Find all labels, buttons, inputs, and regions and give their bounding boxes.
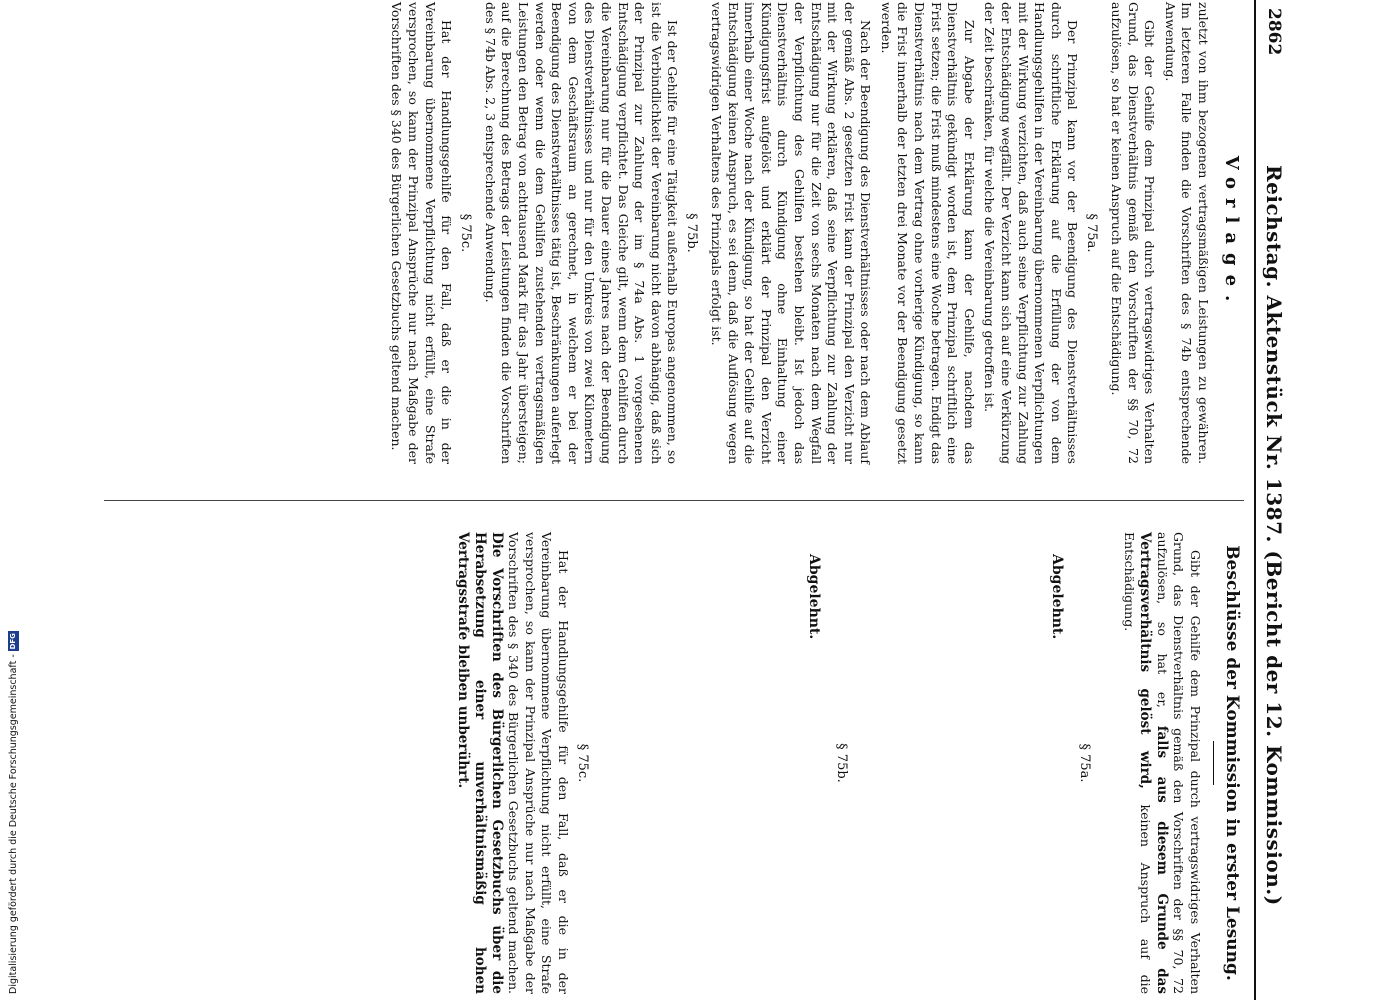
rotated-document-page (60, 0, 1300, 1000)
paragraph: Hat der Handlungsgehilfe für den Fall, daß er die in der Vereinbarung übernommene Verpflichtung nicht erfüllt, eine Strafe versprochen, so kann der Prinzipal Ansprüche nur nach Maßgabe der Vorschriften des § 340 des Bürgerlichen Gesetzbuchs geltend machen. Die Vorschriften des Bürgerlichen Gesetzbuchs über die Herabsetzung einer unverhältnismäßig hohen Vertragsstrafe bleiben unberührt. (455, 532, 572, 994)
amendment-bold-text: falls aus diesem Grunde das Vertragsverhältnis gelöst wird, (1137, 532, 1170, 994)
header-rule (1254, 0, 1256, 1000)
amendment-bold-text: Die Vorschriften des Bürgerlichen Gesetzbuchs über die Herabsetzung einer unverhältnismäßig hohen Vertragsstrafe bleiben unberührt. (455, 532, 505, 994)
paragraph: Gibt der Gehilfe dem Prinzipal durch vertragswidriges Verhalten Grund, das Dienstverhältnis gemäß den Vorschriften der §§ 70, 72 aufzulösen, so hat er keinen Anspruch auf die Entschädigung. (1109, 2, 1158, 464)
paragraph: Zur Abgabe der Erklärung kann der Gehilfe, nachdem das Dienstverhältnis gekündigt worden ist, dem Prinzipal schriftlich eine Frist setzen; die Frist muß mindestens eine Woche betragen. Endigt das Dienstverhältnis nach dem Vertrag ohne vorherige Kündigung, so kann die Frist innerhalb der letzten drei Monate vor der Beendigung gesetzt werden. (878, 2, 977, 464)
right-column-title: Beschlüsse der Kommission in erster Lesung. (1222, 545, 1242, 981)
credit-text: Digitalisierung gefördert durch die Deutsche Forschungsgemeinschaft - (8, 654, 19, 994)
title-rule (1213, 741, 1214, 785)
section-heading-75b: § 75b. (684, 213, 700, 253)
section-heading-75c: § 75c. (458, 213, 474, 253)
right-column-beschluesse (451, 532, 1244, 994)
left-column-title: Vorlage. (1221, 155, 1242, 311)
column-divider (104, 500, 1244, 501)
section-heading-75c: § 75c. (575, 743, 591, 783)
section-heading-75a: § 75a. (1077, 743, 1093, 783)
header-title: Reichstag. Aktenstück Nr. 1387. (Bericht der 12. Kommission.) (1262, 165, 1286, 906)
paragraph: Hat der Handlungsgehilfe für den Fall, daß er die in der Vereinbarung übernommene Verpflichtung nicht erfüllt, eine Strafe versprochen, so kann der Prinzipal Ansprüche nur nach Maßgabe der Vorschriften des § 340 des Bürgerlichen Gesetzbuchs geltend machen. (389, 2, 455, 464)
page-number: 2862 (1264, 8, 1284, 56)
paragraph: Nach der Beendigung des Dienstverhältnisses oder nach dem Ablauf der gemäß Abs. 2 gesetzten Frist kann der Prinzipal den Verzicht nur mit der Wirkung erklären, daß seine Verpflichtung zur Zahlung der Entschädigung nur für die Zeit von sechs Monaten nach dem Wegfall der Verpflichtung des Gehilfen bestehen bleibt. Ist jedoch das Dienstverhältnis durch Kündigung ohne Einhaltung einer Kündigungsfrist aufgelöst und erklärt der Prinzipal den Verzicht innerhalb einer Woche nach der Kündigung, so hat der Gehilfe auf die Entschädigung keinen Anspruch, es sei denn, daß die Auflösung wegen vertragswidrigen Verhaltens des Prinzipals erfolgt ist. (708, 2, 874, 464)
paragraph: zuletzt von ihm bezogenen vertragsmäßigen Leistungen zu gewähren. Im letzteren Falle finden die Vorschriften des § 74b entsprechende Anwendung. (1162, 2, 1211, 464)
left-column-vorlage (384, 2, 1244, 464)
paragraph: Gibt der Gehilfe dem Prinzipal durch vertragswidriges Verhalten Grund, das Dienstverhältnis gemäß den Vorschriften der §§ 70, 72 aufzulösen, so hat er, falls aus diesem Grunde das Vertragsverhältnis gelöst wird, keinen Anspruch auf die Entschädigung. (1121, 532, 1203, 994)
dfg-logo: DFG (9, 633, 17, 650)
paragraph: Der Prinzipal kann vor der Beendigung des Dienstverhältnisses durch schriftliche Erklärung auf die Erfüllung der von dem Handlungsgehilfen in der Vereinbarung übernommenen Verpflichtungen mit der Wirkung verzichten, daß auch seine Verpflichtung zur Zahlung der Entschädigung wegfällt. Der Verzicht kann sich auf eine Verkürzung der Zeit beschränken, für welche die Vereinbarung getroffen ist. (982, 2, 1081, 464)
rejected-label: Abgelehnt. (806, 554, 823, 640)
section-heading-75a: § 75a. (1084, 213, 1100, 253)
digitization-credit (8, 631, 19, 994)
rejected-label: Abgelehnt. (1049, 554, 1066, 640)
section-heading-75b: § 75b. (834, 743, 850, 783)
paragraph: Ist der Gehilfe für eine Tätigkeit außerhalb Europas angenommen, so ist die Verbindlichkeit der Vereinbarung nicht davon abhängig, daß sich der Prinzipal zur Zahlung der im § 74a Abs. 1 vorgesehenen Entschädigung verpflichtet. Das Gleiche gilt, wenn dem Gehilfen durch die Vereinbarung nur für die Dauer eines Jahres nach der Beendigung des Dienstverhältnisses und nur für den Umkreis von zwei Kilometern von dem Geschäftsraum an gerechnet, in welchem er bei der Beendigung des Dienstverhältnisses tätig ist, Beschränkungen auferlegt werden oder wenn die dem Gehilfen zustehenden vertragsmäßigen Leistungen den Betrag von achttausend Mark für das Jahr übersteigen; auf die Berechnung des Betrags der Leistungen finden die Vorschriften des § 74b Abs. 2, 3 entsprechende Anwendung. (482, 2, 681, 464)
